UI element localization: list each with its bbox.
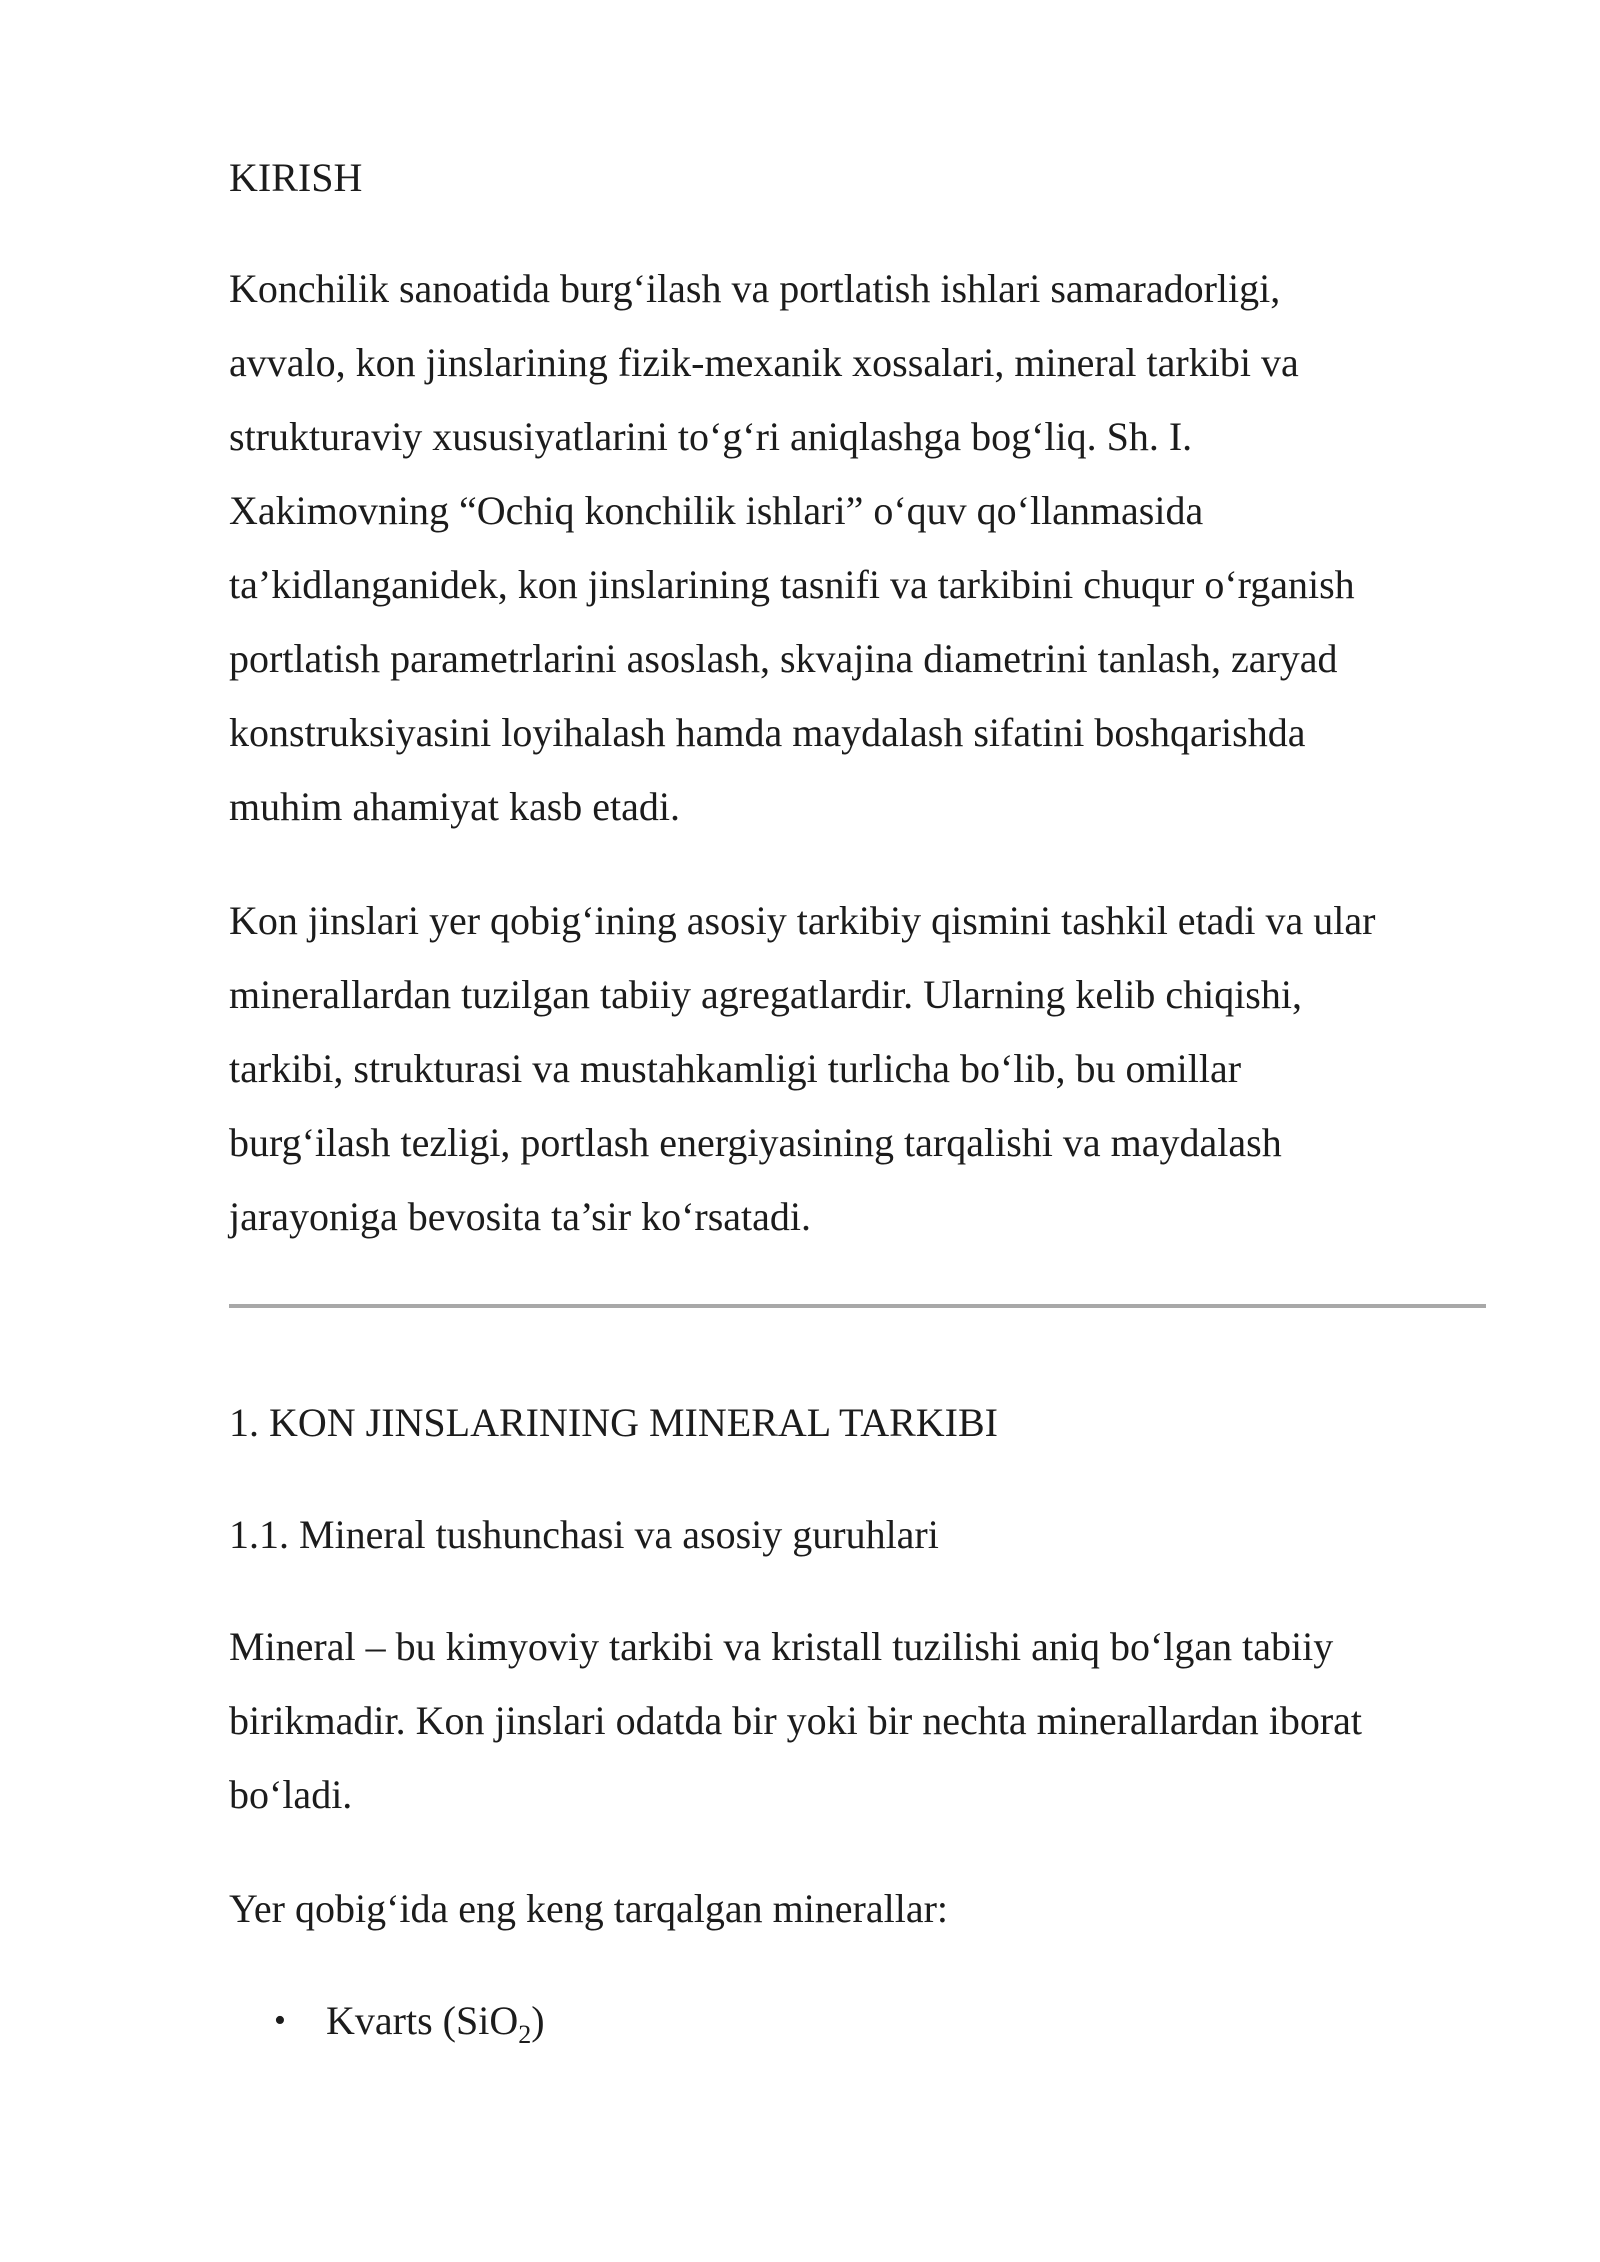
text-line: Mineral – bu kimyoviy tarkibi va kristall tuzilishi aniq bo‘lgan tabiiy — [229, 1624, 1334, 1669]
mineral-definition-paragraph — [229, 1610, 1489, 1832]
text-line: Konchilik sanoatida burg‘ilash va portlatish ishlari samaradorligi, — [229, 266, 1281, 311]
text-line: portlatish parametrlarini asoslash, skvajina diametrini tanlash, zaryad — [229, 636, 1338, 681]
text-line: Xakimovning “Ochiq konchilik ishlari” o‘quv qo‘llanmasida — [229, 488, 1204, 533]
text-line: tarkibi, strukturasi va mustahkamligi turlicha bo‘lib, bu omillar — [229, 1046, 1242, 1091]
chemical-subscript: 2 — [518, 2020, 532, 2049]
list-item-text: Kvarts (SiO — [326, 1998, 519, 2043]
text-line: Yer qobig‘ida eng keng tarqalgan minerallar: — [229, 1886, 949, 1931]
intro-heading: KIRISH — [229, 155, 363, 200]
minerals-list — [229, 1984, 1489, 2058]
intro-paragraph-2 — [229, 884, 1489, 1254]
text-line: minerallardan tuzilgan tabiiy agregatlardir. Ularning kelib chiqishi, — [229, 972, 1302, 1017]
text-line: birikmadir. Kon jinslari odatda bir yoki bir nechta minerallardan iborat — [229, 1698, 1363, 1743]
bullet-icon: • — [274, 2002, 286, 2039]
list-item — [229, 1984, 1489, 2058]
minerals-intro-paragraph — [229, 1872, 1489, 1946]
subsection-heading: 1.1. Mineral tushunchasi va asosiy guruhlari — [229, 1512, 939, 1557]
text-line: strukturaviy xususiyatlarini to‘g‘ri aniqlashga bog‘liq. Sh. I. — [229, 414, 1193, 459]
text-line: ta’kidlanganidek, kon jinslarining tasnifi va tarkibini chuqur o‘rganish — [229, 562, 1355, 607]
text-line: konstruksiyasini loyihalash hamda maydalash sifatini boshqarishda — [229, 710, 1306, 755]
text-line: Kon jinslari yer qobig‘ining asosiy tarkibiy qismini tashkil etadi va ular — [229, 898, 1376, 943]
intro-paragraph-1 — [229, 252, 1489, 844]
text-line: burg‘ilash tezligi, portlash energiyasining tarqalishi va maydalash — [229, 1120, 1282, 1165]
list-item-suffix: ) — [531, 1998, 545, 2043]
text-line: bo‘ladi. — [229, 1772, 353, 1817]
text-line: jarayoniga bevosita ta’sir ko‘rsatadi. — [229, 1194, 812, 1239]
horizontal-divider — [229, 1304, 1486, 1308]
section-heading: 1. KON JINSLARINING MINERAL TARKIBI — [229, 1400, 998, 1445]
text-line: avvalo, kon jinslarining fizik-mexanik xossalari, mineral tarkibi va — [229, 340, 1299, 385]
text-line: muhim ahamiyat kasb etadi. — [229, 784, 680, 829]
